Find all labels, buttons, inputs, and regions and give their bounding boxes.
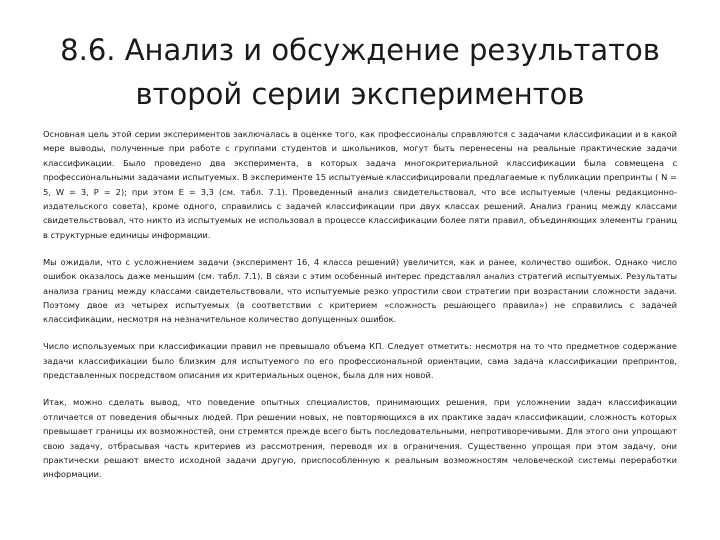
slide-body [43,127,677,494]
paragraph-2: Мы ожидали, что с усложнением задачи (эксперимент 16, 4 класса решений) увеличится, как и ранее, количество ошибок. Однако число ошибок оказалось даже меньшим (см. табл. 7.1). В связи с этим особенный интерес представлял анализ стратегий испытуемых. Результаты анализа границ между классами свидетельствовали, что испытуемые резко упростили свои стратегии при возрастании сложности задачи. Поэтому двое из четырех испытуемых (в соответствии с критерием «сложность решающего правила») не справились с задачей классификации, несмотря на незначительное количество допущенных ошибок. [43,256,677,325]
paragraph-1: Основная цель этой серии экспериментов заключалась в оценке того, как профессионалы справляются с задачами классификации и в какой мере выводы, полученные при работе с группами студентов и школьников, могут быть перенесены на реальные практические задачи классификации. Было проведено два эксперимента, в которых задача многокритериальной классификации была совмещена с профессиональными задачами испытуемых. В эксперименте 15 испытуемые классифицировали предлагаемые к публикации препринты ( N = 5, W = 3, P = 2); при этом E = 3,3 (см. табл. 7.1). Проведенный анализ свидетельствовал, что все испытуемые (члены редакционно-издательского совета), кроме одного, справились с задачей классификации при двух классах решений. Анализ границ между классами свидетельствовал, что никто из испытуемых не использовал в процессе классификации более пяти правил, объединяющих элементы границ в структурные единицы информации. [43,129,677,240]
paragraph-3: Число используемых при классификации правил не превышало объема КП. Следует отметить: несмотря на то что предметное содержание задачи классификации было близким для испытуемого по его профессиональной ориентации, сама задача классификации препринтов, представленных посредством описания их критериальных оценок, была для них новой. [43,341,677,381]
paragraph-4: Итак, можно сделать вывод, что поведение опытных специалистов, принимающих решения, при усложнении задач классификации отличается от поведения обычных людей. При решении новых, не повторяющихся в их практике задач классификации, сложность которых превышает границы их возможностей, они стремятся прежде всего быть последовательными, непротиворечивыми. Для этого они упрощают свою задачу, отбрасывая часть критериев из рассмотрения, переводя их в ограничения. Существенно упрощая при этом задачу, они практически решают вместо исходной задачи другую, приспособленную к реальным возможностям человеческой системы переработки информации. [43,397,677,480]
slide-title: 8.6. Анализ и обсуждение результатов второй серии экспериментов [60,33,660,111]
